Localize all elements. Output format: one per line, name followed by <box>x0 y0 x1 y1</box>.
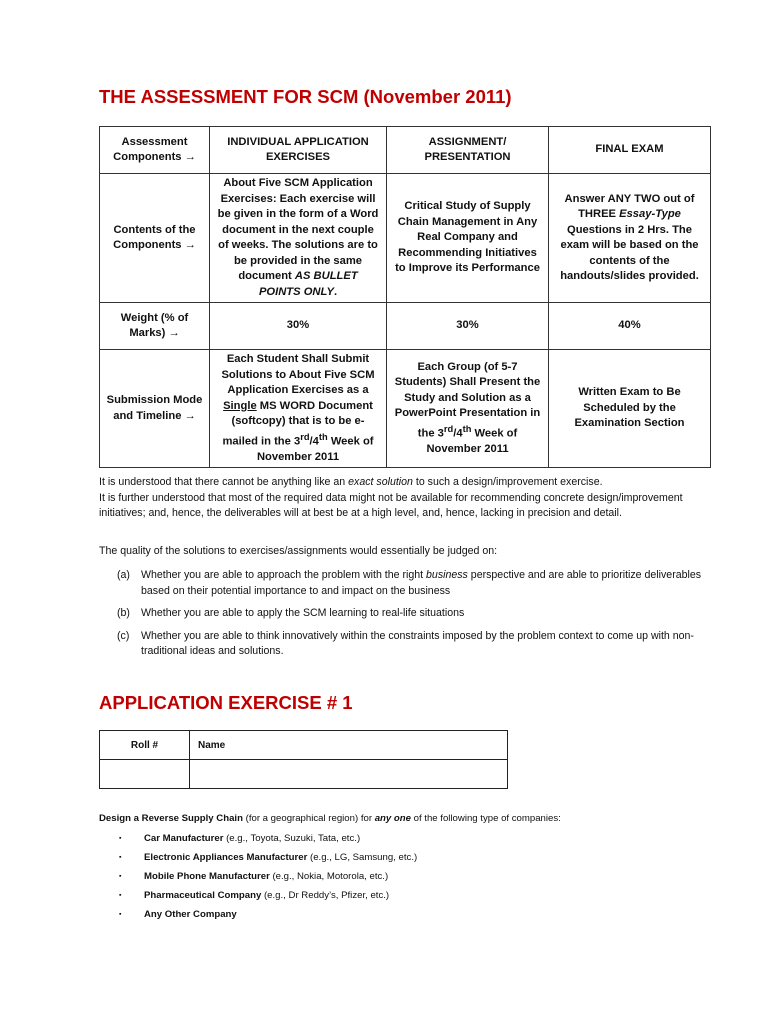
row-label-weight: Weight (% of Marks) → <box>100 303 210 350</box>
cell-submission-exercises: Each Student Shall Submit Solutions to About Five SCM Application Exercises as a Single MS WORD Document (softcopy) that is to be e-mailed in the 3rd/4th Week of November 2011 <box>210 350 387 468</box>
name-input-cell[interactable] <box>190 760 508 789</box>
list-item: ▪ Car Manufacturer (e.g., Toyota, Suzuki, Tata, etc.) <box>119 833 361 844</box>
cell-contents-final-exam: Answer ANY TWO out of THREE Essay-Type Questions in 2 Hrs. The exam will be based on the contents of the handouts/slides provided. <box>549 174 711 303</box>
understanding-paragraph: It is understood that there cannot be anything like an exact solution to such a design/improvement exercise. It is further understood that most of the required data might not be available for recommending concrete design/improvement initiatives; and, hence, the deliverables will at best be at a high level, and, hence, lacking in precision and detail. <box>99 476 683 519</box>
bullet-icon: ▪ <box>119 854 122 861</box>
design-instruction: Design a Reverse Supply Chain (for a geographical region) for any one of the following type of companies: <box>99 813 561 824</box>
table-row <box>100 127 711 174</box>
list-item: ▪ Pharmaceutical Company (e.g., Dr Reddy’s, Pfizer, etc.) <box>119 890 390 901</box>
cell-weight-assignment: 30% <box>387 303 549 350</box>
table-row <box>100 350 711 468</box>
bullet-icon: ▪ <box>119 835 122 842</box>
bullet-icon: ▪ <box>119 892 122 899</box>
list-item: (a) Whether you are able to approach the problem with the right business perspective and are able to prioritize deliverables based on their potential importance to and impact on the business <box>117 569 702 597</box>
cell-weight-exercises: 30% <box>210 303 387 350</box>
cell-submission-final-exam: Written Exam to Be Scheduled by the Examination Section <box>549 350 711 468</box>
criteria-list <box>117 568 717 667</box>
col-header-exercises: INDIVIDUAL APPLICATION EXERCISES <box>210 127 387 174</box>
table-row <box>100 731 508 760</box>
list-item: ▪ Any Other Company <box>119 909 237 920</box>
list-item: (b) Whether you are able to apply the SCM learning to real-life situations <box>117 607 465 619</box>
row-label-contents: Contents of the Components → <box>100 174 210 303</box>
quality-paragraph: The quality of the solutions to exercises/assignments would essentially be judged on: <box>99 545 498 557</box>
row-label-submission: Submission Mode and Timeline → <box>100 350 210 468</box>
page-title: THE ASSESSMENT FOR SCM (November 2011) <box>99 86 512 107</box>
list-item: ▪ Electronic Appliances Manufacturer (e.g., LG, Samsung, etc.) <box>119 852 418 863</box>
cell-submission-assignment: Each Group (of 5-7 Students) Shall Present the Study and Solution as a PowerPoint Presentation in the 3rd/4th Week of November 2011 <box>387 350 549 468</box>
bullet-icon: ▪ <box>119 873 122 880</box>
col-header-final-exam: FINAL EXAM <box>549 127 711 174</box>
col-header-assignment: ASSIGNMENT/ PRESENTATION <box>387 127 549 174</box>
assessment-table <box>99 126 711 468</box>
cell-weight-final-exam: 40% <box>549 303 711 350</box>
list-item: (c) Whether you are able to think innovatively within the constraints imposed by the problem context to come up with non-traditional ideas and solutions. <box>117 629 694 657</box>
name-header: Name <box>190 731 508 760</box>
exercise-title: APPLICATION EXERCISE # 1 <box>99 692 353 713</box>
roll-name-table <box>99 730 508 789</box>
roll-header: Roll # <box>100 731 190 760</box>
table-row <box>100 303 711 350</box>
list-item: ▪ Mobile Phone Manufacturer (e.g., Nokia, Motorola, etc.) <box>119 871 389 882</box>
cell-contents-assignment: Critical Study of Supply Chain Management in Any Real Company and Recommending Initiatives to Improve its Performance <box>387 174 549 303</box>
cell-contents-exercises: About Five SCM Application Exercises: Each exercise will be given in the form of a Word document in the next couple of weeks. The solutions are to be provided in the same document AS BULLET POINTS ONLY. <box>210 174 387 303</box>
table-row <box>100 760 508 789</box>
bullet-icon: ▪ <box>119 911 122 918</box>
table-row <box>100 174 711 303</box>
row-label-components: Assessment Components → <box>100 127 210 174</box>
company-list <box>119 829 417 924</box>
roll-input-cell[interactable] <box>100 760 190 789</box>
